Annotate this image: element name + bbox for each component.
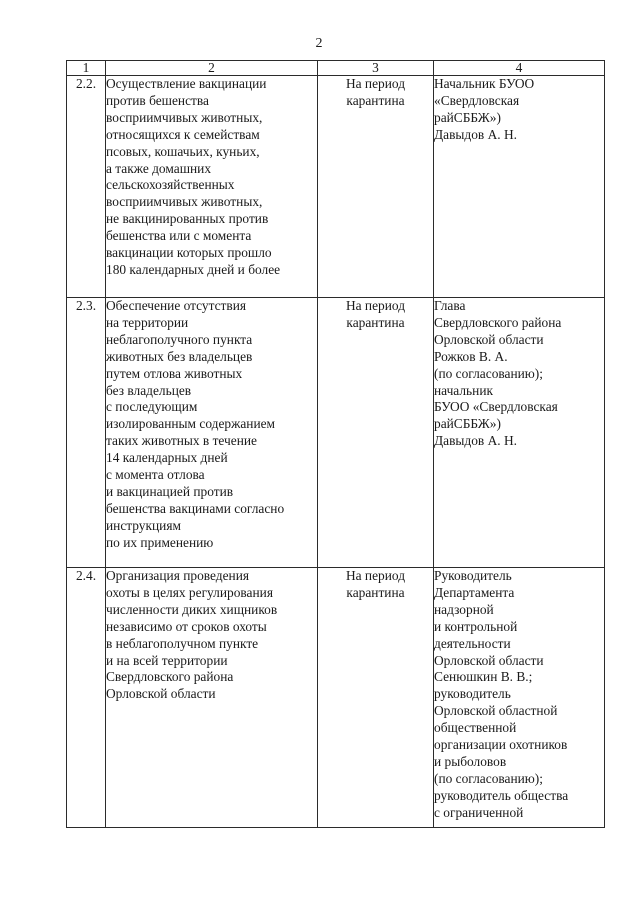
task-cell	[106, 76, 318, 298]
task-line: с момента отлова	[106, 467, 205, 483]
item-number: 2.2.	[67, 76, 106, 298]
period-cell	[318, 298, 434, 568]
period-line: На период	[345, 76, 406, 91]
responsible-line: руководитель	[434, 686, 511, 702]
task-line: по их применению	[106, 534, 214, 550]
responsible-line: Сенюшкин В. В.;	[434, 669, 533, 685]
responsible-line: и контрольной	[434, 618, 518, 634]
task-cell	[106, 298, 318, 568]
table-row	[67, 568, 605, 828]
item-number: 2.4.	[67, 568, 106, 828]
task-line: и вакцинацией против	[106, 483, 234, 499]
responsible-line: начальник	[434, 382, 493, 398]
task-line: восприимчивых животных,	[106, 194, 263, 210]
responsible-line: Орловской областной	[434, 703, 558, 719]
task-line: относящихся к семействам	[106, 126, 260, 142]
responsible-line: БУОО «Свердловская	[434, 399, 558, 415]
task-line: инструкциям	[106, 517, 181, 533]
responsible-line: руководитель общества	[434, 787, 569, 803]
responsible-line: Орловской области	[434, 652, 544, 668]
period-line: На период	[345, 568, 406, 583]
task-line: численности диких хищников	[106, 601, 278, 617]
item-number: 2.3.	[67, 298, 106, 568]
header-col-3: 3	[318, 61, 434, 76]
responsible-cell	[434, 298, 605, 568]
task-line: бешенства вакцинами согласно	[106, 500, 285, 516]
responsible-line: Орловской области	[434, 331, 544, 347]
task-line: Свердловского района	[106, 669, 234, 685]
header-col-4: 4	[434, 61, 605, 76]
responsible-line: Давыдов А. Н.	[434, 433, 517, 449]
task-line: Осуществление вакцинации	[106, 76, 267, 91]
responsible-line: Департамента	[434, 584, 515, 600]
period-cell	[318, 76, 434, 298]
task-line: путем отлова животных	[106, 365, 243, 381]
task-line: охоты в целях регулирования	[106, 584, 273, 600]
period-line: карантина	[346, 92, 405, 108]
responsible-cell	[434, 568, 605, 828]
responsible-line: Рожков В. А.	[434, 348, 508, 364]
responsible-line: организации охотников	[434, 737, 568, 753]
period-line: На период	[345, 298, 406, 313]
task-line: не вакцинированных против	[106, 211, 269, 227]
task-cell	[106, 568, 318, 828]
responsible-line: «Свердловская	[434, 92, 520, 108]
responsible-cell	[434, 76, 605, 298]
task-line: на территории	[106, 314, 189, 330]
responsible-line: и рыболовов	[434, 753, 507, 769]
task-line: вакцинации которых прошло	[106, 245, 272, 261]
task-line: и на всей территории	[106, 652, 228, 668]
task-line: против бешенства	[106, 92, 209, 108]
task-line: Обеспечение отсутствия	[106, 298, 247, 313]
period-cell	[318, 568, 434, 828]
page-number: 2	[315, 36, 323, 51]
responsible-line: с ограниченной	[434, 804, 524, 820]
header-col-2: 2	[106, 61, 318, 76]
responsible-line: райСББЖ»)	[434, 109, 501, 125]
responsible-line: Начальник БУОО	[434, 76, 535, 91]
responsible-line: общественной	[434, 720, 517, 736]
task-line: Орловской области	[106, 686, 216, 702]
task-line: независимо от сроков охоты	[106, 618, 267, 634]
task-line: восприимчивых животных,	[106, 109, 263, 125]
task-line: изолированным содержанием	[106, 416, 276, 432]
table-row	[67, 76, 605, 298]
period-line: карантина	[346, 314, 405, 330]
task-line: а также домашних	[106, 160, 212, 176]
task-line: в неблагополучном пункте	[106, 635, 259, 651]
task-line: 14 календарных дней	[106, 450, 228, 466]
task-line: псовых, кошачьих, куньих,	[106, 143, 260, 159]
task-line: сельскохозяйственных	[106, 177, 235, 193]
header-col-1: 1	[67, 61, 106, 76]
task-line: с последующим	[106, 399, 198, 415]
responsible-line: Свердловского района	[434, 314, 562, 330]
measures-table	[66, 60, 605, 828]
responsible-line: (по согласованию);	[434, 770, 543, 786]
responsible-line: деятельности	[434, 635, 511, 651]
period-line: карантина	[346, 584, 405, 600]
task-line: 180 календарных дней и более	[106, 261, 281, 277]
table-row	[67, 298, 605, 568]
task-line: неблагополучного пункта	[106, 331, 253, 347]
responsible-line: надзорной	[434, 601, 494, 617]
table-header-row	[67, 61, 605, 76]
task-line: таких животных в течение	[106, 433, 257, 449]
responsible-line: райСББЖ»)	[434, 416, 501, 432]
task-line: бешенства или с момента	[106, 228, 252, 244]
responsible-line: (по согласованию);	[434, 365, 543, 381]
responsible-line: Глава	[434, 298, 466, 313]
task-line: Организация проведения	[106, 568, 250, 583]
task-line: без владельцев	[106, 382, 192, 398]
responsible-line: Давыдов А. Н.	[434, 126, 517, 142]
responsible-line: Руководитель	[434, 568, 512, 583]
task-line: животных без владельцев	[106, 348, 253, 364]
